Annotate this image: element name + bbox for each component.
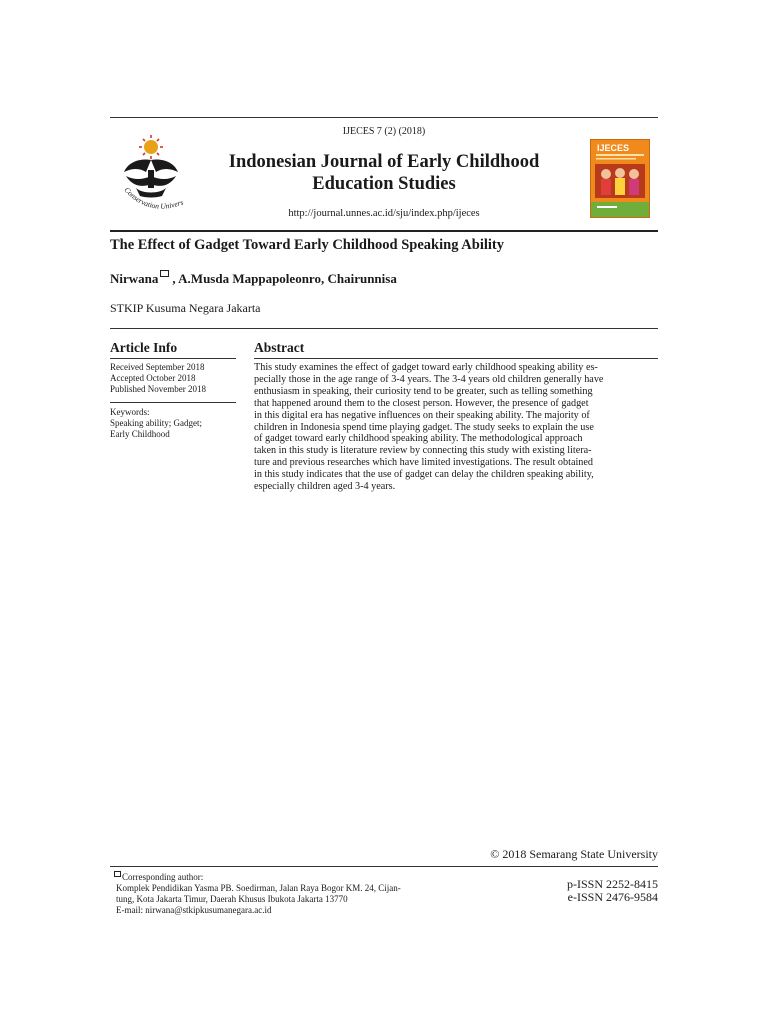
keywords	[110, 407, 230, 440]
cover-title: IJECES	[597, 143, 630, 153]
keywords-line: Early Childhood	[110, 429, 170, 439]
abstract-line: in this study indicates that the use of gadget can delay the children speaking ability,	[254, 469, 594, 481]
journal-title-line1: Indonesian Journal of Early Childhood	[228, 152, 540, 172]
journal-meta: IJECES 7 (2) (2018)	[342, 126, 426, 137]
top-rule	[110, 117, 658, 118]
corresponding-author: Nirwana	[110, 271, 159, 286]
print-issn: p-ISSN 2252-8415	[566, 877, 658, 891]
published-date: Published November 2018	[110, 384, 206, 394]
footer-rule	[110, 866, 658, 867]
corresponding-label-row	[114, 872, 474, 883]
envelope-icon	[114, 871, 121, 877]
abstract-line: in this digital era has negative influences on their speaking ability. The majority of	[254, 409, 590, 421]
issn-block	[500, 878, 658, 904]
address-line: tung, Kota Jakarta Timur, Daerah Khusus Ibukota Jakarta 13770	[116, 894, 348, 904]
corresponding-label: Corresponding author:	[122, 872, 204, 882]
article-dates	[110, 362, 206, 395]
address-line: Komplek Pendidikan Yasma PB. Soedirman, Jalan Raya Bogor KM. 24, Cijan-	[116, 883, 401, 893]
abstract-rule	[254, 358, 658, 359]
abstract-line: children in Indonesia spend time playing gadget. The study seeks to explain the use	[254, 421, 594, 433]
envelope-icon	[160, 270, 169, 277]
received-date: Received September 2018	[110, 362, 205, 372]
abstract-line: taken in this study is literature review by connecting this study with existing litera-	[254, 445, 592, 457]
abstract-line: This study examines the effect of gadget toward early childhood speaking ability es-	[254, 362, 598, 373]
accepted-date: Accepted October 2018	[110, 373, 196, 383]
university-logo	[118, 134, 190, 216]
abstract-line: that happened around them to the closest person. However, the presence of gadget	[254, 397, 589, 409]
journal-title-line2: Education Studies	[312, 174, 456, 194]
abstract-line: ture and previous researches which have limited investigations. The result obtained	[254, 457, 594, 469]
info-rule	[110, 358, 236, 359]
abstract-body	[254, 362, 658, 493]
abstract-line: enthusiasm in speaking, their curiosity tend to be greater, such as telling something	[254, 385, 593, 397]
author-email[interactable]: E-mail: nirwana@stkipkusumanegara.ac.id	[116, 905, 272, 915]
journal-url[interactable]: http://journal.unnes.ac.id/sju/index.php/ijeces	[288, 208, 480, 219]
article-title: The Effect of Gadget Toward Early Childhood Speaking Ability	[110, 237, 504, 253]
keywords-line: Speaking ability; Gadget;	[110, 418, 202, 428]
abstract-heading: Abstract	[254, 340, 305, 355]
logo-text: Conservation Univers	[122, 185, 185, 211]
corresponding-author-note	[116, 872, 476, 916]
keywords-label: Keywords:	[110, 407, 150, 417]
journal-cover-image	[590, 139, 650, 218]
electronic-issn: e-ISSN 2476-9584	[567, 890, 658, 904]
abstract-line: especially children aged 3-4 years.	[254, 481, 396, 493]
abstract-line: of gadget toward early childhood speaking ability. The methodological approach	[254, 433, 583, 445]
article-info-heading: Article Info	[110, 340, 178, 355]
co-authors: , A.Musda Mappapoleonro, Chairunnisa	[172, 271, 397, 286]
copyright: © 2018 Semarang State University	[490, 847, 658, 861]
affiliation: STKIP Kusuma Negara Jakarta	[110, 301, 261, 315]
author-list	[110, 271, 397, 287]
abstract-line: pecially those in the age range of 3-4 years. The 3-4 years old children generally have	[254, 373, 604, 385]
journal-title	[200, 151, 568, 195]
affiliation-rule	[110, 328, 658, 329]
header-rule	[110, 230, 658, 232]
dates-rule	[110, 402, 236, 403]
